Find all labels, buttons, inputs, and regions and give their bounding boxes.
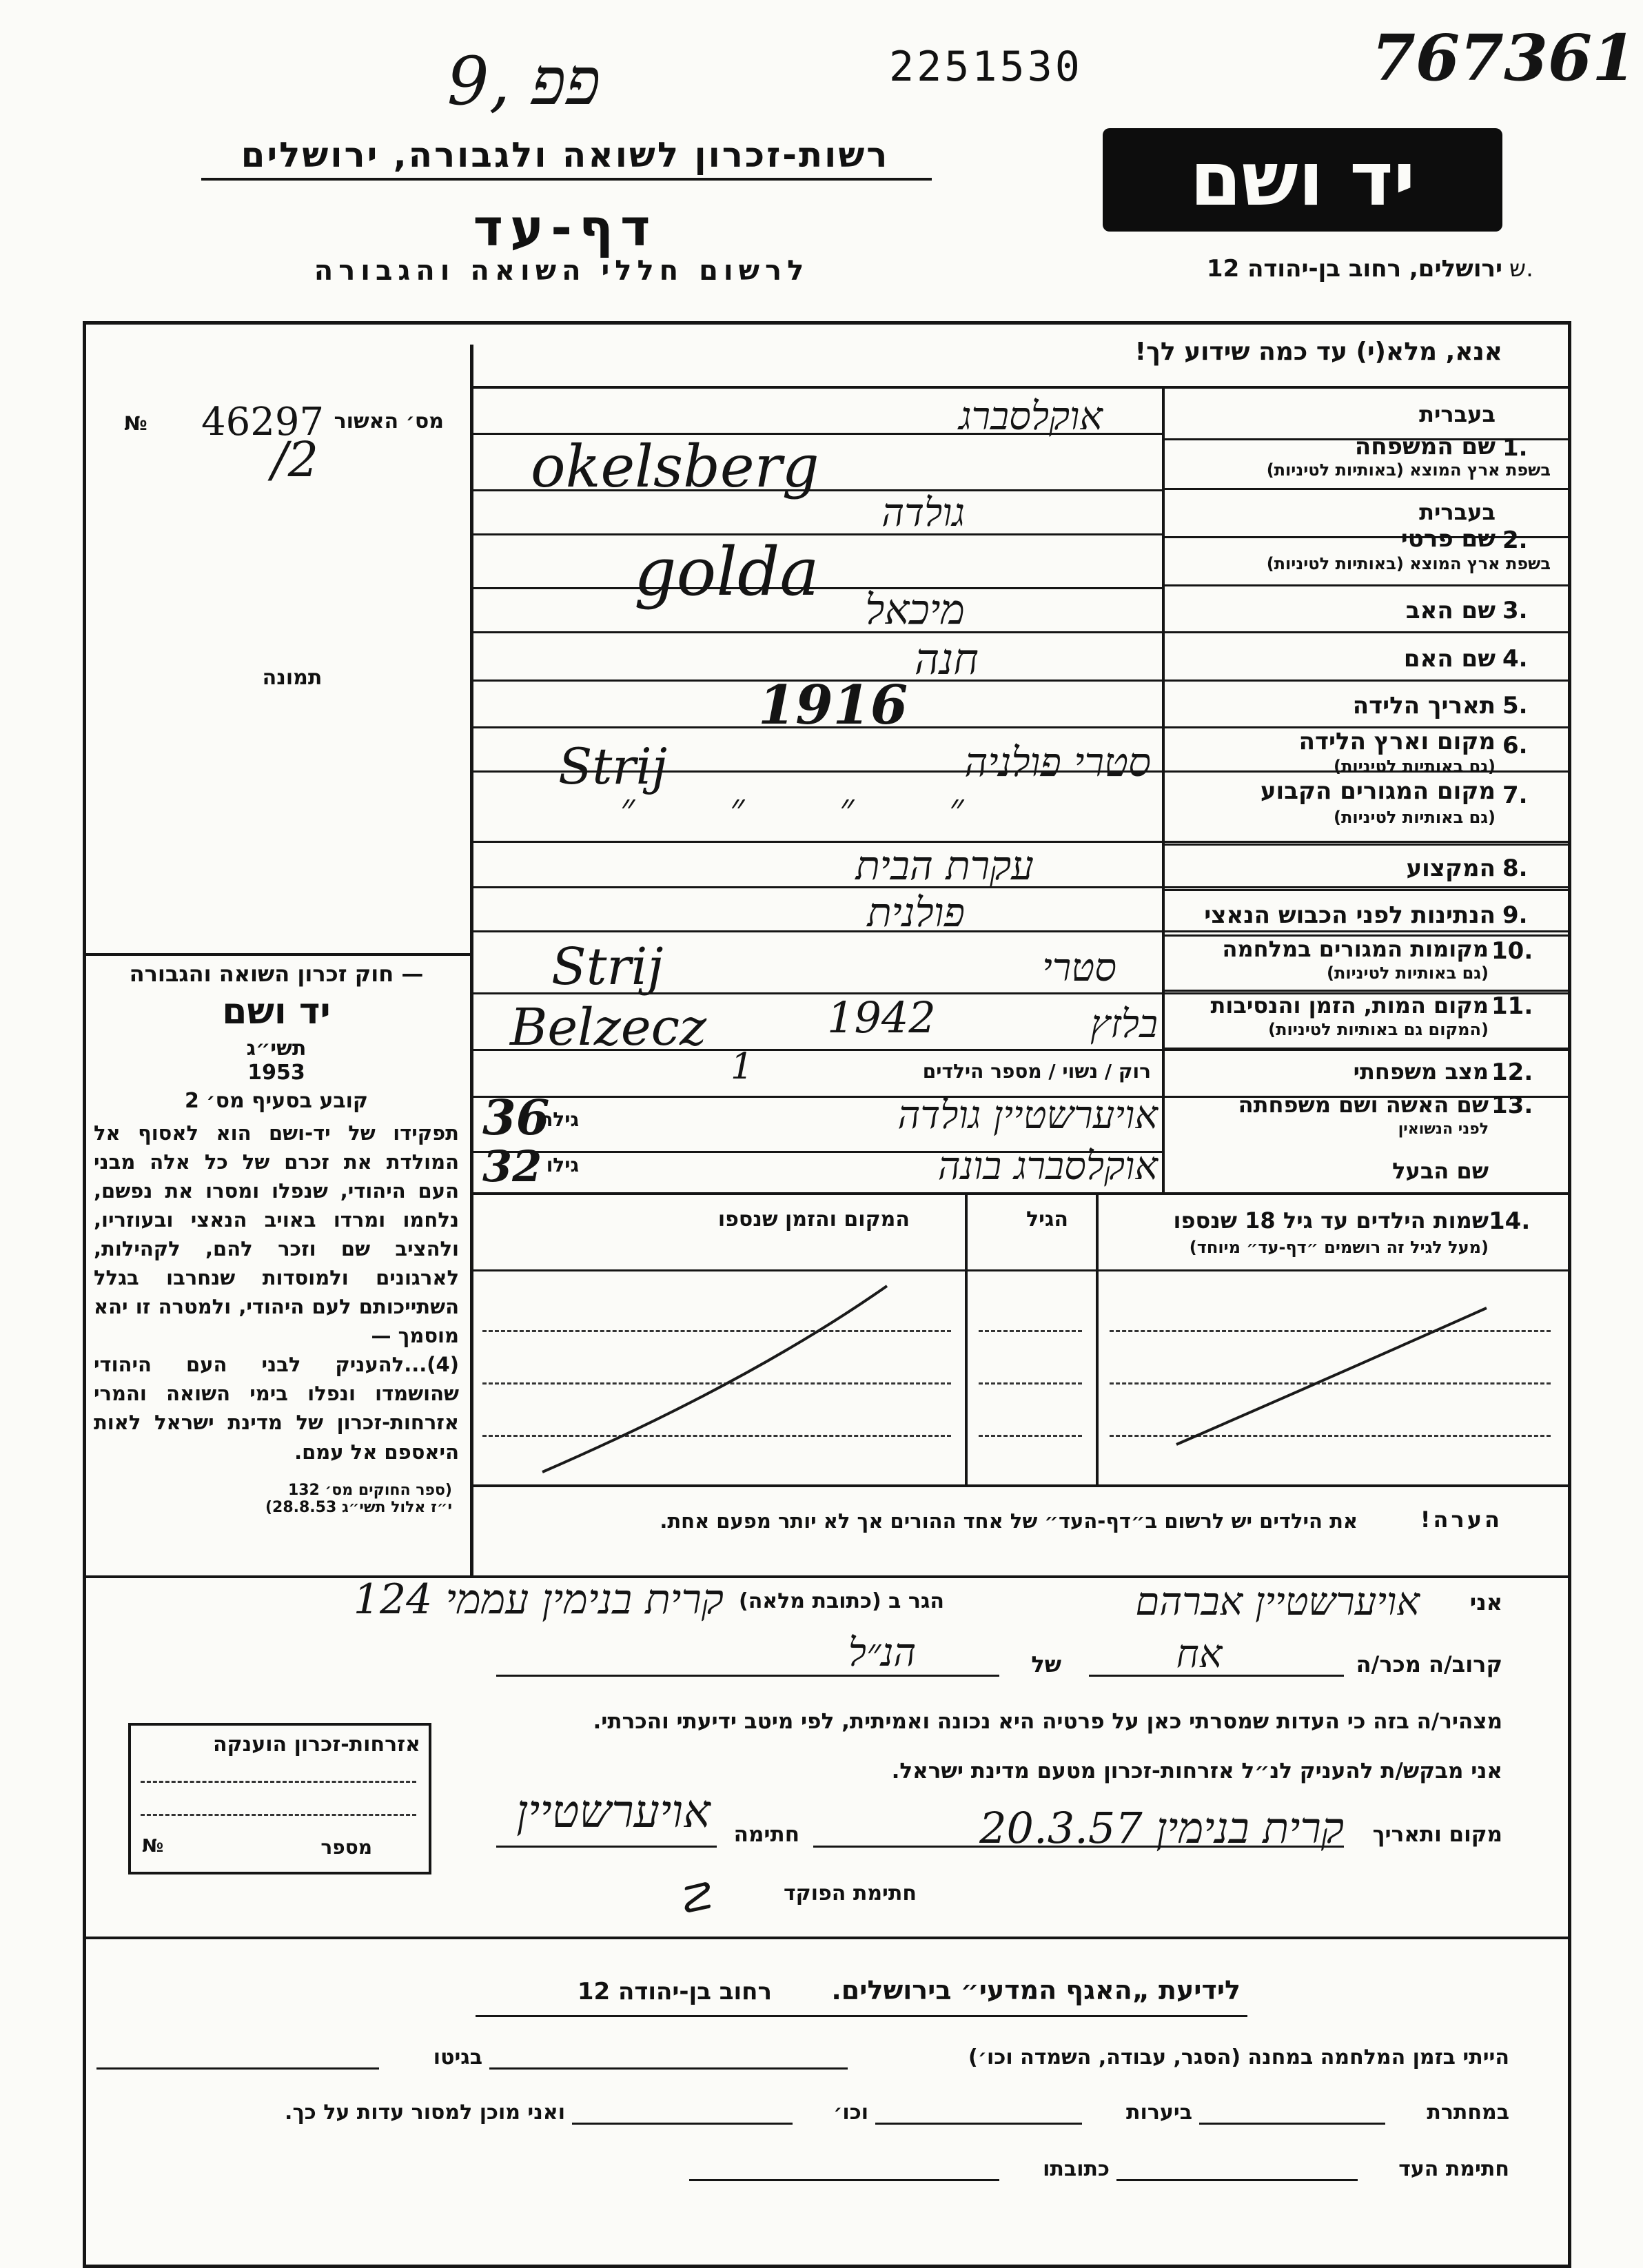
- address: ירושלים, רחוב בן-יהודה 12: [1206, 255, 1502, 283]
- field-13-value: אויערשטיין גולדה: [897, 1093, 1158, 1138]
- footer-line3-blank: [1116, 2179, 1358, 2181]
- citizenship-title: אזרחות-זכרון הוענקה: [212, 1733, 420, 1757]
- law-ref2: י״ז אלול תשי״ג 28.8.53): [265, 1498, 452, 1516]
- field-11-num: 11.: [1491, 992, 1533, 1020]
- field-12-options: רוק / נשוי / מספר הילדים: [922, 1060, 1151, 1083]
- row-rule: [1165, 990, 1571, 992]
- citizenship-number-label: מספר: [320, 1836, 372, 1859]
- corner-number: 767361: [1371, 21, 1637, 95]
- field-1-value-latin: okelsberg: [531, 433, 819, 500]
- decl-address-value: קרית בנימין עממי 124: [353, 1575, 724, 1624]
- footer-line2-blank3: [572, 2123, 793, 2125]
- field-6-value-latin: Strij: [558, 737, 668, 795]
- citizenship-no-sign: №: [142, 1836, 164, 1857]
- law-box-top-rule: [85, 953, 471, 956]
- decl-request: אני מבקש/ת להעניק לנ״ל אזרחות-זכרון מטעם מדינת ישראל.: [891, 1759, 1502, 1784]
- intro-text: אנא, מלא(י) עד כמה שידוע לך!: [1134, 338, 1502, 366]
- decl-official-label: חתימת הפוקד: [784, 1881, 917, 1906]
- footer-line1-b: בגיטו: [433, 2045, 482, 2070]
- decl-place-date-value: קרית בנימין 20.3.57: [979, 1803, 1344, 1853]
- id-number-box: [85, 390, 469, 955]
- field-13-age-label: גילה: [540, 1108, 579, 1131]
- field-10-value: סטרי: [1042, 946, 1116, 990]
- authority-underline: [201, 178, 932, 181]
- row-rule: [473, 680, 1571, 682]
- field-12-value: 1: [731, 1046, 754, 1087]
- footer-line3-b: כתובתו: [1043, 2157, 1110, 2181]
- field-2-num: 2.: [1502, 527, 1528, 554]
- field-6-label: מקום וארץ הלידה: [1298, 728, 1496, 755]
- decl-of-value: הנ״ל: [848, 1631, 917, 1675]
- husband-label: שם הבעל: [1392, 1158, 1489, 1184]
- field-13-num: 13.: [1491, 1092, 1533, 1119]
- husband-value: אוקלסברג בונה: [937, 1144, 1158, 1189]
- decl-relation-label: קרוב/ה מכר/ה: [1356, 1651, 1502, 1677]
- field-10-label: מקומות המגורים במלחמה: [1222, 936, 1489, 962]
- fields-top-rule: [473, 386, 1571, 389]
- footer-title: לידיעת „האגף המדעי״ בירושלים.: [831, 1975, 1241, 2005]
- field-11-label: מקום המות, הזמן והנסיבות: [1210, 992, 1489, 1019]
- field-10-sub: (גם באותיות לטיניות): [1327, 963, 1489, 983]
- field-2-sub-hebrew: בעברית: [1419, 499, 1496, 525]
- children-title: שמות הילדים עד גיל 18 שנספו: [1173, 1207, 1489, 1234]
- law-name: יד ושם: [222, 991, 331, 1032]
- authority-title: רשות-זכרון לשואה ולגבורה, ירושלים: [241, 135, 890, 175]
- id-label: מס׳ האשור: [334, 409, 444, 433]
- footer-title-rule: [476, 2015, 1247, 2017]
- decl-of-label: של: [1031, 1651, 1061, 1677]
- children-num: 14.: [1489, 1207, 1531, 1235]
- field-11-sub: (המקום גם באותיות לטיניות): [1268, 1020, 1489, 1039]
- row-rule: [473, 1192, 1571, 1195]
- decl-place-date-label: מקום ותאריך: [1372, 1822, 1502, 1847]
- field-9-label: הנתינות לפני הכבוש הנאצי: [1204, 901, 1496, 929]
- footer-line2-blank: [1199, 2123, 1385, 2125]
- law-text2: (4)...להעניק לבני העם היהודי שהושמדו ונפלו בימי השואה והמרי אזרחות-זכרון של מדינת ישראל לאות היאספם אל עמם.: [94, 1353, 459, 1464]
- field-3-num: 3.: [1502, 597, 1528, 624]
- field-6-num: 6.: [1502, 732, 1528, 759]
- official-signature-mark: ☡: [675, 1874, 713, 1923]
- footer-line2-blank2: [875, 2123, 1082, 2125]
- children-strike-marks: [473, 1272, 1571, 1486]
- decl-ani: אני: [1469, 1589, 1502, 1615]
- footer-line2-c: וכו׳: [833, 2101, 868, 2125]
- field-5-num: 5.: [1502, 692, 1528, 719]
- footer-line1-blank2: [96, 2067, 379, 2070]
- field-11-year: 1942: [827, 992, 936, 1043]
- law-year-he: תשי״ג: [246, 1036, 307, 1061]
- field-13-age: 36: [482, 1089, 550, 1146]
- field-3-label: שם האב: [1405, 597, 1496, 624]
- children-bottom-rule: [473, 1484, 1571, 1487]
- children-sub: (מעל לגיל זה רושמים ״דף-עד״ מיוחד): [1189, 1238, 1489, 1257]
- field-12-num: 12.: [1491, 1059, 1533, 1086]
- field-5-value: 1916: [758, 674, 908, 737]
- law-title: — חוק זכרון השואה והגבורה: [129, 961, 424, 987]
- footer-line2-d: ואני מוכן למסור עדות על כך.: [285, 2101, 565, 2125]
- decl-gar: הגר ב (כתובת מלאה): [738, 1589, 944, 1613]
- footer-line1-a: הייתי בזמן המלחמה במחנה (הסגר, עבודה, השמדה וכו׳): [968, 2045, 1509, 2070]
- field-1-value-he: אוקלסברג: [959, 394, 1103, 439]
- field-7-value: ״ ״ ״ ״: [620, 786, 1006, 830]
- field-6-value: סטרי פולניה: [964, 739, 1151, 786]
- decl-relation-value: אח: [1176, 1632, 1223, 1677]
- field-4-value: חנה: [914, 634, 979, 684]
- husband-age: 32: [482, 1141, 542, 1192]
- field-11-value-latin: Belzecz: [510, 998, 707, 1057]
- form-title: דף-עד: [473, 198, 657, 258]
- row-rule: [473, 631, 1571, 633]
- field-8-value: עקרת הבית: [855, 842, 1034, 889]
- footer-line3-a: חתימת העד: [1398, 2157, 1509, 2181]
- decl-statement: מצהיר/ה בזה כי העדות שמסרתי כאן על פרטיה היא נכונה ואמיתית, לפי מיטב ידיעתי והכרתי.: [593, 1709, 1502, 1734]
- file-number: 2251530: [889, 43, 1083, 91]
- note-text: את הילדים יש לרשום ב״דף-העד״ של אחד ההורים אך לא יותר מפעם אחת.: [660, 1509, 1358, 1533]
- row-rule: [1165, 1048, 1571, 1050]
- field-1-num: 1.: [1502, 434, 1528, 462]
- footer-top-rule: [85, 1937, 1571, 1939]
- id-number: 46297: [201, 400, 325, 445]
- law-clause: קובע בסעיף מס׳ 2: [184, 1089, 369, 1113]
- field-7-label: מקום המגורים הקבוע: [1260, 777, 1496, 805]
- children-header-rule: [473, 1269, 1571, 1271]
- strike-line-place: [542, 1286, 887, 1472]
- field-1-sub-hebrew: בעברית: [1419, 401, 1496, 427]
- field-8-num: 8.: [1502, 855, 1528, 882]
- children-col-age: הגיל: [1026, 1207, 1068, 1232]
- field-13-sub: לפני הנשואין: [1398, 1121, 1489, 1138]
- note-label: הערה!: [1420, 1506, 1502, 1533]
- footer-line1-blank: [489, 2067, 848, 2070]
- law-text: תפקידו של יד-ושם הוא לאסוף אל המולדת את זכרם של כל אלה מבני העם היהודי, שנפלו ומסרו את נפשם, נלחמו ומרדו באויב הנאצי ובעוזריו, ולהציב שם וזכר להם, לקהילות, לארגונים ולמוסדות שנחרבו בגלל השתייכותם לעם היהודי, ולמטרה זו יהא מוסמך —: [94, 1121, 459, 1348]
- field-6-sub: (גם באותיות לטיניות): [1334, 757, 1496, 776]
- decl-sig-line: [496, 1846, 717, 1848]
- footer-line3-blank2: [689, 2179, 999, 2181]
- strike-line-names: [1176, 1308, 1487, 1444]
- husband-age-label: גילו: [546, 1154, 579, 1176]
- field-3-value: מיכאל: [865, 586, 965, 634]
- row-rule: [1165, 889, 1571, 891]
- decl-sig-label: חתימה: [733, 1822, 799, 1847]
- field-12-label: מצב משפחתי: [1353, 1059, 1489, 1085]
- field-7-num: 7.: [1502, 781, 1528, 809]
- field-4-label: שם האם: [1403, 645, 1496, 673]
- field-4-num: 4.: [1502, 645, 1528, 673]
- citizenship-line: [141, 1781, 416, 1783]
- field-10-value-latin: Strij: [551, 937, 664, 997]
- field-2-value-he: גולדה: [881, 491, 965, 535]
- citizenship-box: [128, 1723, 431, 1874]
- field-8-label: המקצוע: [1406, 855, 1496, 882]
- field-1-label: שם המשפחה: [1354, 433, 1496, 460]
- field-2-sub-latin: בשפת ארץ המוצא (באותיות לטיניות): [1266, 554, 1551, 573]
- logo-text: יד ושם: [1190, 136, 1416, 223]
- id-slash-mark: /2: [272, 431, 319, 488]
- label-column-divider: [1162, 386, 1165, 1192]
- field-2-value-latin: golda: [634, 533, 819, 611]
- decl-ani-value: אויערשטיין אברהם: [1135, 1580, 1420, 1624]
- row-rule: [1165, 584, 1571, 586]
- photo-label: תמונה: [262, 666, 323, 690]
- form-subtitle: לרשום חללי השואה והגבורה: [314, 255, 810, 287]
- law-year: 1953: [247, 1061, 305, 1085]
- row-rule: [1165, 488, 1571, 490]
- field-1-sub-latin: בשפת ארץ המוצא (באותיות לטיניות): [1266, 460, 1551, 480]
- field-5-label: תאריך הלידה: [1352, 692, 1496, 719]
- footer-line2-b: ביערות: [1126, 2101, 1192, 2125]
- children-col-place: המקום והזמן שנספו: [717, 1207, 910, 1232]
- citizenship-line: [141, 1814, 416, 1816]
- field-13-label: שם האשה ושם משפחתה: [1238, 1092, 1489, 1118]
- law-box: [87, 955, 466, 1577]
- field-9-num: 9.: [1502, 901, 1528, 929]
- id-no-sign: №: [124, 412, 147, 435]
- address-mark: ש.: [1509, 255, 1533, 283]
- footer-address: רחוב בן-יהודה 12: [577, 1978, 772, 2005]
- field-2-label: שם פרטי: [1400, 525, 1496, 553]
- page-mark: פפ ,9: [447, 43, 601, 120]
- field-10-num: 10.: [1491, 937, 1533, 965]
- row-rule: [1165, 844, 1571, 846]
- field-7-sub: (גם באותיות לטיניות): [1334, 808, 1496, 827]
- yad-vashem-logo: [1103, 128, 1502, 232]
- decl-sig-value: אויערשטיין: [516, 1785, 711, 1838]
- law-ref1: (ספר החוקים מס׳ 132: [287, 1481, 452, 1499]
- footer-line2-a: במחתרת: [1427, 2101, 1509, 2125]
- field-9-value: פולנית: [867, 889, 965, 936]
- field-11-value: בלזץ: [1090, 1002, 1158, 1047]
